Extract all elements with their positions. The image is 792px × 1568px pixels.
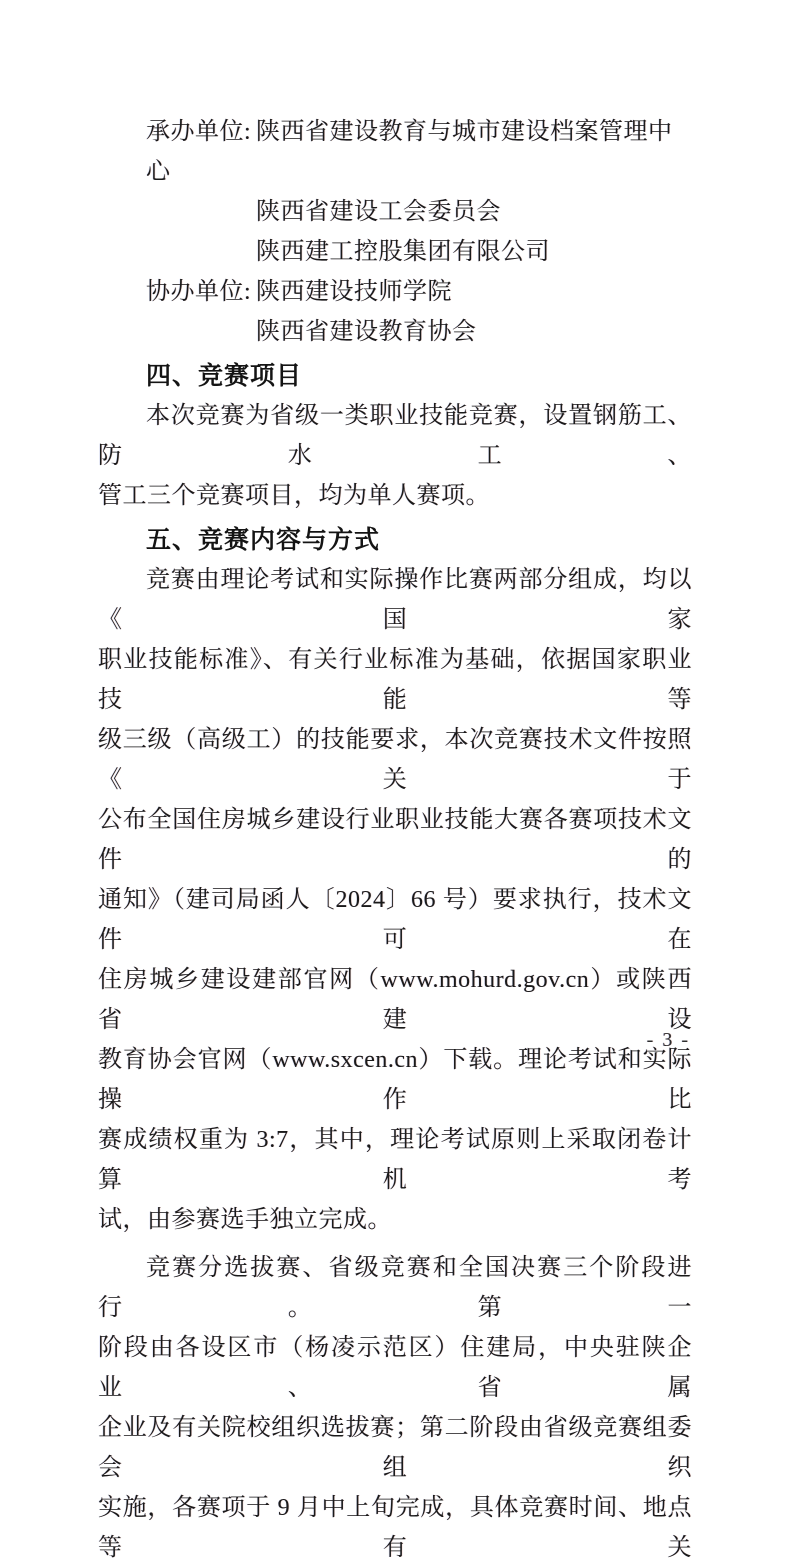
body-line: 竞赛由理论考试和实际操作比赛两部分组成，均以《国家 xyxy=(98,567,692,633)
body-line: 企业及有关院校组织选拔赛；第二阶段由省级竞赛组委会组织 xyxy=(98,1415,692,1481)
body-line: 阶段由各设区市（杨凌示范区）住建局，中央驻陕企业、省属 xyxy=(98,1335,692,1401)
section-heading-5: 五、竞赛内容与方式 xyxy=(146,526,381,554)
organizer-host-item: 陕西省建设工会委员会 xyxy=(256,199,501,225)
body-line: 赛成绩权重为 3:7，其中，理论考试原则上采取闭卷计算机考 xyxy=(98,1127,692,1193)
organizer-host-item: 陕西省建设教育与城市建设档案管理中心 xyxy=(146,119,673,185)
organizer-host-label: 承办单位: xyxy=(146,119,252,145)
body-line: 通知》（建司局函人〔2024〕66 号）要求执行，技术文件可在 xyxy=(98,887,692,953)
body-line: 试，由参赛选手独立完成。 xyxy=(98,1207,392,1233)
body-line: 教育协会官网（www.sxcen.cn）下载。理论考试和实际操作比 xyxy=(98,1047,692,1113)
body-line: 职业技能标准》、有关行业标准为基础，依据国家职业技能等 xyxy=(98,647,692,713)
section-heading-4: 四、竞赛项目 xyxy=(146,362,303,390)
organizer-co-item: 陕西建设技师学院 xyxy=(256,279,452,305)
organizer-co-row xyxy=(98,272,692,312)
body-line: 级三级（高级工）的技能要求，本次竞赛技术文件按照《关于 xyxy=(98,727,692,793)
body-line: 竞赛分选拔赛、省级竞赛和全国决赛三个阶段进行。第一 xyxy=(98,1255,692,1321)
organizer-host-item: 陕西建工控股集团有限公司 xyxy=(256,239,550,265)
body-line: 本次竞赛为省级一类职业技能竞赛，设置钢筋工、防水工、 xyxy=(98,403,692,469)
page-number: - 3 - xyxy=(646,1029,690,1051)
body-line: 公布全国住房城乡建设行业职业技能大赛各赛项技术文件的 xyxy=(98,807,692,873)
document-body xyxy=(98,112,692,1568)
body-line: 住房城乡建设建部官网（www.mohurd.gov.cn）或陕西省建设 xyxy=(98,967,692,1033)
organizer-co-item: 陕西省建设教育协会 xyxy=(256,319,477,345)
body-line: 实施，各赛项于 9 月中上旬完成，具体竞赛时间、地点等有关 xyxy=(98,1495,692,1561)
organizer-co-label: 协办单位: xyxy=(146,279,252,305)
body-line: 管工三个竞赛项目，均为单人赛项。 xyxy=(98,483,490,509)
organizer-host-row xyxy=(98,112,692,192)
